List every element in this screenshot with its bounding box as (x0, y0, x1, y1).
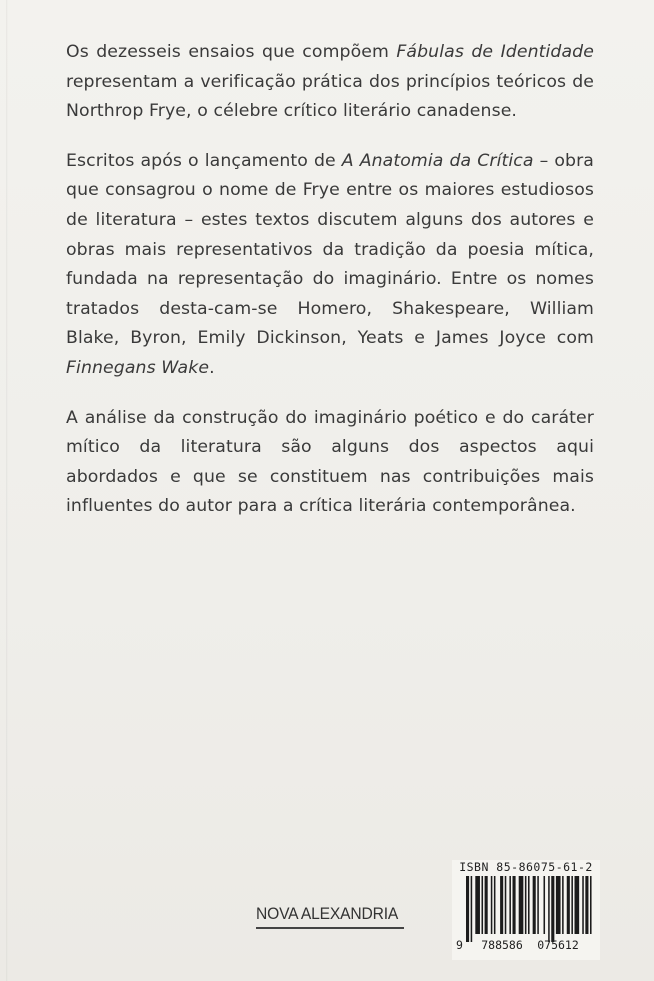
barcode-bar (471, 876, 473, 942)
barcode-bar (575, 876, 580, 934)
barcode-bar (537, 876, 539, 934)
barcode-bar (562, 876, 564, 934)
publisher-logo (256, 900, 404, 940)
publisher-logo-underline (256, 927, 404, 929)
text-run: . (209, 357, 215, 378)
blurb-paragraph-1 (66, 38, 594, 127)
barcode-graphic (452, 876, 600, 958)
barcode-bar (509, 876, 511, 934)
blurb-paragraph-3 (66, 404, 594, 522)
publisher-logo-text: NOVA ALEXANDRIA (256, 904, 399, 923)
barcode-bar (567, 876, 570, 934)
cover-crease (6, 0, 8, 981)
isbn-label: ISBN 85-86075-61-2 (459, 860, 593, 874)
barcode-bar (466, 876, 469, 942)
barcode-bar (551, 876, 554, 942)
barcode-bar (533, 876, 536, 934)
barcode-bar (590, 876, 592, 934)
barcode-digits: 9 (456, 938, 463, 952)
italic-title: Finnegans Wake (66, 357, 210, 378)
text-run: Os dezesseis ensaios que compõem (66, 42, 397, 62)
barcode-bar (513, 876, 516, 934)
barcode-bar (571, 876, 573, 934)
barcode-bar (544, 876, 546, 934)
italic-title: A Anatomia da Crítica (341, 150, 534, 171)
text-run: – obra que consagrou o nome de Frye entre os maiores estudiosos de literatura – estes textos discutem alguns dos autores e obras mais representativos da tradição da poesia mítica, fundada na representação do imaginário. Entre os nomes tratados desta-cam-se Homero, Shakespeare, William Blake, Byron, Emily Dickinson, Yeats e James Joyce com (66, 150, 594, 349)
barcode-bar (485, 876, 488, 934)
barcode-bar (528, 876, 530, 934)
barcode-bar (525, 876, 527, 934)
italic-title: Fábulas de Identidade (396, 42, 594, 62)
barcode-bar (505, 876, 507, 934)
isbn-barcode (452, 860, 600, 960)
blurb-text (66, 38, 594, 542)
barcode-digits: 788586 (481, 938, 523, 952)
blurb-paragraph-2 (66, 147, 594, 384)
barcode-bar (582, 876, 584, 934)
barcode-bar (519, 876, 524, 934)
text-run: A análise da construção do imaginário poético e do caráter mítico da literatura são alguns dos aspectos aqui abordados e que se constituem nas contribuições mais influentes do autor para a crítica literária contemporânea. (66, 407, 594, 517)
barcode-bar (491, 876, 493, 934)
barcode-bar (500, 876, 503, 934)
barcode-bar (482, 876, 484, 934)
barcode-digits: 075612 (537, 938, 579, 952)
barcode-bar (556, 876, 561, 934)
barcode-bar (585, 876, 588, 934)
text-run: Escritos após o lançamento de (66, 150, 342, 171)
barcode-bar (548, 876, 550, 942)
barcode-bar (475, 876, 480, 934)
barcode-bar (494, 876, 496, 934)
text-run: representam a verificação prática dos princípios teóricos de Northrop Frye, o célebre crítico literário canadense. (66, 71, 594, 122)
